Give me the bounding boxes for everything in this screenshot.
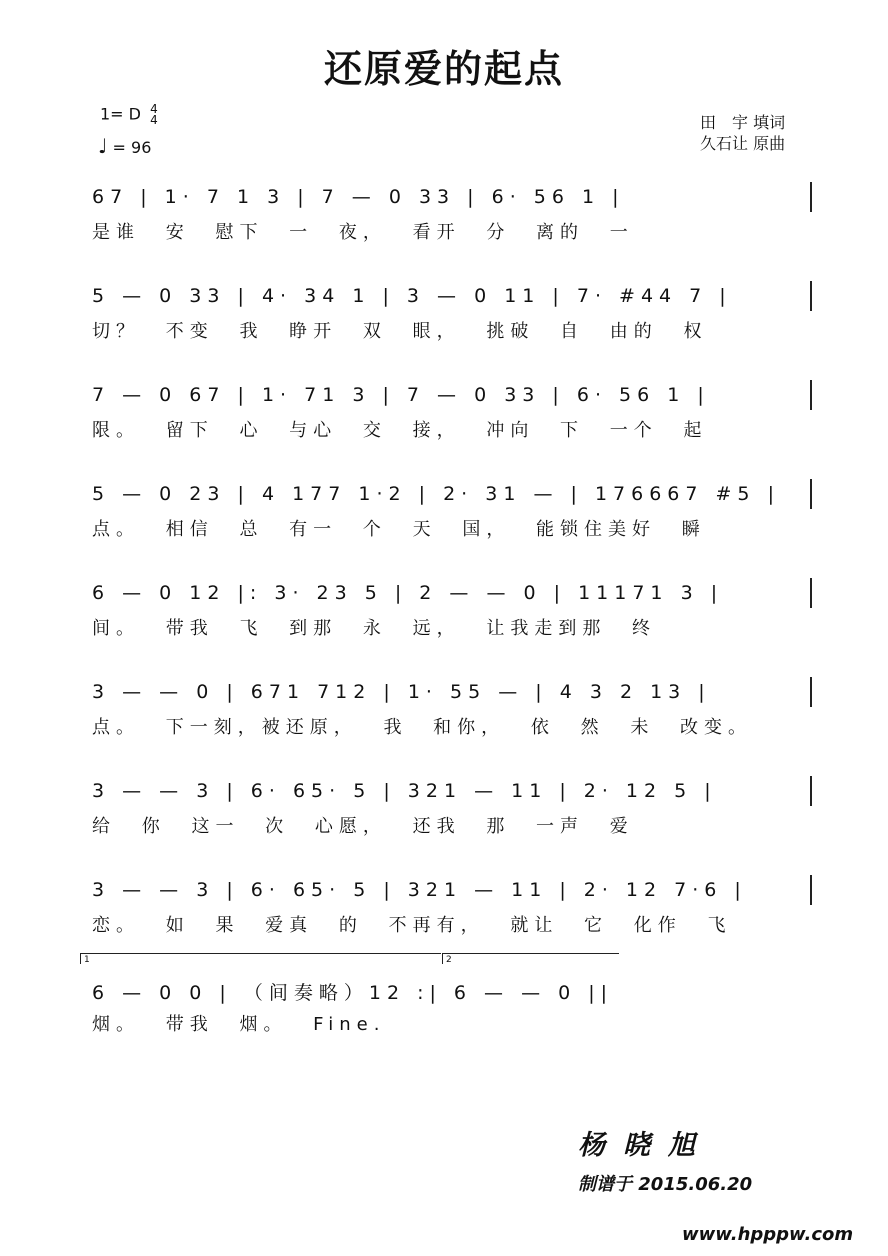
time-sig-top: 4 (150, 102, 158, 116)
website-watermark: www.hpppw.com (682, 1224, 854, 1245)
key-signature (100, 104, 158, 126)
final-barline (810, 380, 812, 410)
lyrics-row: 点。 相信 总 有一 个 天 国， 能锁住美好 瞬 (92, 519, 706, 540)
lyrics-row: 间。 带我 飞 到那 永 远， 让我走到那 终 (92, 618, 657, 639)
final-barline (810, 776, 812, 806)
notation-row: 3 — — 0 | 671 712 | 1· 55 — | 4 3 2 13 | (92, 681, 711, 703)
time-signature (150, 104, 158, 126)
quarter-note-icon: ♩ (98, 134, 108, 158)
notation-row: 7 — 0 67 | 1· 71 3 | 7 — 0 33 | 6· 56 1 | (92, 384, 710, 406)
lyrics-row: 恋。 如 果 爱真 的 不再有， 就让 它 化作 飞 (92, 915, 732, 936)
key-label: 1= D (100, 104, 141, 124)
notation-row: 3 — — 3 | 6· 65· 5 | 321 — 11 | 2· 12 5 | (92, 780, 717, 802)
made-date: 制谱于 2015.06.20 (578, 1174, 753, 1195)
final-barline (810, 875, 812, 905)
lyrics-row: 切？ 不变 我 睁开 双 眼， 挑破 自 由的 权 (92, 321, 708, 342)
final-barline (810, 677, 812, 707)
final-barline (810, 479, 812, 509)
lyricist-credit: 田 宇 填词 (700, 113, 786, 132)
volta-2-label: 2 (446, 955, 452, 965)
notation-row: 6 — 0 12 |: 3· 23 5 | 2 — — 0 | 11171 3 | (92, 582, 724, 604)
song-title: 还原爱的起点 (323, 47, 564, 91)
notation-row: 67 | 1· 7 1 3 | 7 — 0 33 | 6· 56 1 | (92, 186, 625, 208)
composer-credit: 久石让 原曲 (700, 134, 786, 153)
second-ending-bracket (442, 953, 619, 964)
lyrics-row: 限。 留下 心 与心 交 接， 冲向 下 一个 起 (92, 420, 708, 441)
producer-name: 杨晓旭 (578, 1130, 713, 1161)
final-barline (810, 182, 812, 212)
notation-row: 3 — — 3 | 6· 65· 5 | 321 — 11 | 2· 12 7·6 | (92, 879, 747, 901)
tempo-marking (98, 134, 151, 158)
lyrics-row: 给 你 这一 次 心愿， 还我 那 一声 爱 (92, 816, 634, 837)
final-barline (810, 281, 812, 311)
lyrics-row: 烟。 带我 烟。 Fine. (92, 1014, 386, 1035)
volta-1-label: 1 (84, 955, 90, 965)
final-barline (810, 578, 812, 608)
notation-row: 6 — 0 0 | （间奏略）12 :| 6 — — 0 || (92, 982, 614, 1004)
lyrics-row: 点。 下一刻，被还原， 我 和你， 依 然 未 改变。 (92, 717, 753, 738)
first-ending-bracket (80, 953, 441, 964)
lyrics-row: 是谁 安 慰下 一 夜， 看开 分 离的 一 (92, 222, 634, 243)
notation-row: 5 — 0 23 | 4 177 1·2 | 2· 31 — | 176667 #5 | (92, 483, 780, 505)
tempo-value: = 96 (112, 138, 152, 157)
notation-row: 5 — 0 33 | 4· 34 1 | 3 — 0 11 | 7· #44 7 | (92, 285, 732, 307)
time-sig-bottom: 4 (150, 113, 158, 127)
